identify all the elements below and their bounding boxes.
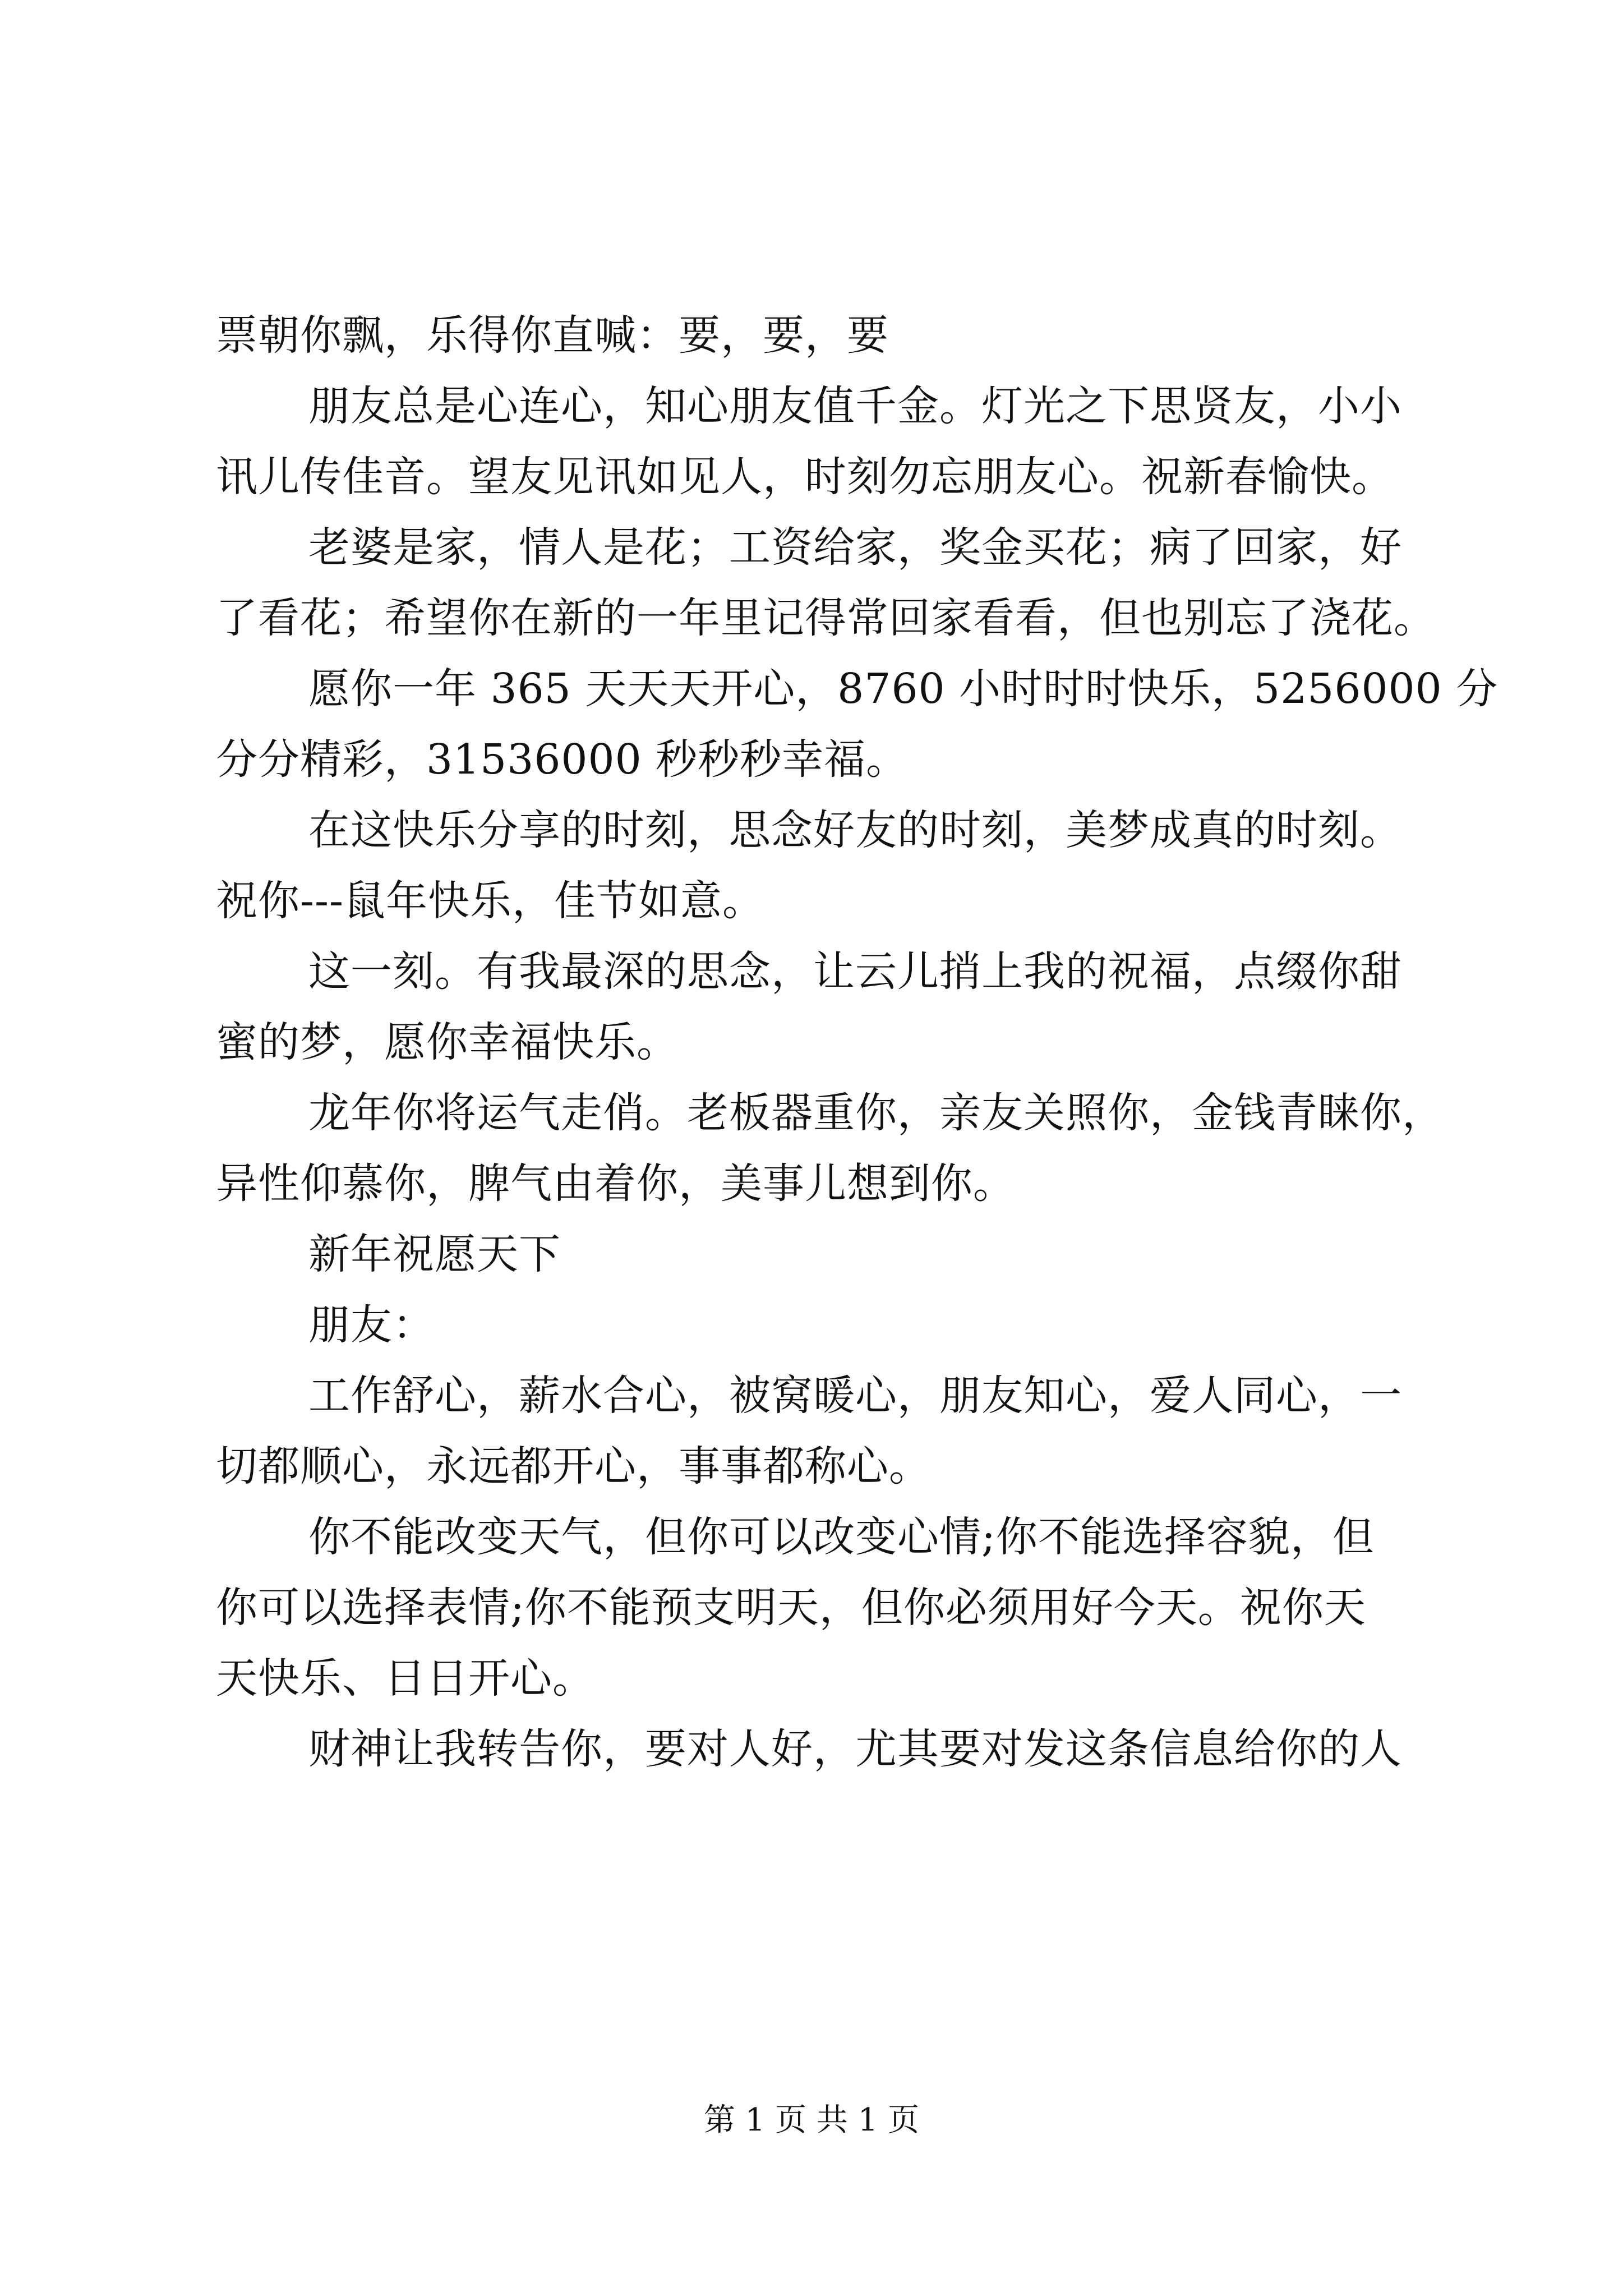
text-line: 朋友总是心连心，知心朋友值千金。灯光之下思贤友，小小 xyxy=(308,382,1402,430)
text-line: 分分精彩，31536000 秒秒秒幸福。 xyxy=(216,735,909,784)
text-line: 工作舒心，薪水合心，被窝暖心，朋友知心，爱人同心，一 xyxy=(308,1372,1402,1420)
document-body xyxy=(216,303,1498,1782)
text-line: 讯儿传佳音。望友见讯如见人，时刻勿忘朋友心。祝新春愉快。 xyxy=(216,453,1394,501)
text-line: 老婆是家，情人是花；工资给家，奖金买花；病了回家，好 xyxy=(308,523,1402,572)
text-line: 切都顺心，永远都开心，事事都称心。 xyxy=(216,1442,931,1490)
text-line: 你不能改变天气，但你可以改变心情;你不能选择容貌，但 xyxy=(308,1513,1375,1561)
text-line: 这一刻。有我最深的思念，让云儿捎上我的祝福，点缀你甜 xyxy=(308,947,1402,996)
text-line: 蜜的梦，愿你幸福快乐。 xyxy=(216,1018,679,1066)
text-line: 票朝你飘，乐得你直喊：要，要，要 xyxy=(216,311,889,360)
page-number-footer: 第 1 页 共 1 页 xyxy=(703,2102,920,2138)
text-line: 愿你一年 365 天天天开心，8760 小时时时快乐，5256000 分 xyxy=(308,665,1498,713)
text-line: 你可以选择表情;你不能预支明天，但你必须用好今天。祝你天 xyxy=(216,1584,1366,1632)
text-line: 天快乐、日日开心。 xyxy=(216,1654,594,1703)
text-line: 龙年你将运气走俏。老板器重你，亲友关照你，金钱青睐你， xyxy=(308,1089,1444,1137)
text-line: 在这快乐分享的时刻，思念好友的时刻，美梦成真的时刻。 xyxy=(308,806,1402,854)
text-line: 祝你---鼠年快乐，佳节如意。 xyxy=(216,877,765,925)
text-line: 了看花；希望你在新的一年里记得常回家看看，但也别忘了浇花。 xyxy=(216,594,1436,642)
text-line: 朋友： xyxy=(308,1301,435,1349)
text-line: 新年祝愿天下 xyxy=(308,1230,561,1278)
text-line: 异性仰慕你，脾气由着你，美事儿想到你。 xyxy=(216,1159,1015,1208)
text-line: 财神让我转告你，要对人好，尤其要对发这条信息给你的人 xyxy=(308,1725,1402,1773)
